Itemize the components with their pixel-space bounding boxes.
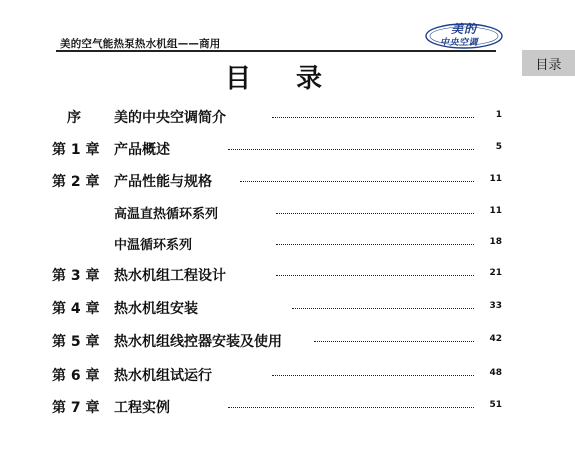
toc-entry-title: 产品性能与规格: [114, 174, 212, 190]
toc-page: 48: [489, 368, 502, 378]
side-tab-toc[interactable]: 目录: [522, 50, 575, 76]
toc-chapter: 第 3 章: [52, 268, 100, 284]
toc-title-text: 目 录: [224, 64, 341, 94]
toc-entry-title: 美的中央空调简介: [114, 110, 226, 126]
toc-page: 33: [489, 301, 502, 311]
toc-chapter: 第 5 章: [52, 334, 100, 350]
toc-entry[interactable]: [0, 203, 575, 223]
toc-entry[interactable]: [0, 365, 575, 385]
toc-entry[interactable]: [0, 265, 575, 285]
toc-leader: [228, 407, 474, 408]
toc-leader: [272, 375, 474, 376]
toc-page: 1: [495, 110, 502, 120]
toc-entry[interactable]: [0, 234, 575, 254]
toc-page: 11: [489, 206, 502, 216]
toc-entry-title: 中温循环系列: [114, 238, 193, 253]
toc-entry-title: 产品概述: [114, 142, 170, 158]
toc-entry-title: 热水机组工程设计: [114, 268, 226, 284]
toc-leader: [314, 341, 474, 342]
toc-page: 11: [489, 174, 502, 184]
toc-page: 42: [489, 334, 502, 344]
toc-entry-title: 工程实例: [114, 400, 170, 416]
logo-line2: 中央空调: [440, 38, 479, 48]
toc-leader: [292, 308, 474, 309]
toc-entry[interactable]: [0, 397, 575, 417]
toc-entry-title: 热水机组试运行: [114, 368, 212, 384]
toc-page: 5: [495, 142, 502, 152]
toc-leader: [228, 149, 474, 150]
toc-page: 51: [489, 400, 502, 410]
toc-entry[interactable]: [0, 107, 575, 127]
header-title: 美的空气能热泵热水机组——商用: [60, 38, 221, 50]
toc-chapter: 第 2 章: [52, 174, 100, 190]
toc-entry-title: 高温直热循环系列: [114, 207, 219, 222]
toc-entry[interactable]: [0, 331, 575, 351]
toc-leader: [276, 275, 474, 276]
toc-chapter: 第 6 章: [52, 368, 100, 384]
toc-leader: [276, 244, 474, 245]
toc-page: 18: [489, 237, 502, 247]
toc-entry-title: 热水机组线控器安装及使用: [114, 334, 282, 350]
logo-line1: 美的: [451, 22, 478, 36]
toc-chapter: 第 7 章: [52, 400, 100, 416]
toc-entry[interactable]: [0, 139, 575, 159]
toc-entry[interactable]: [0, 298, 575, 318]
toc-leader: [276, 213, 474, 214]
toc-chapter: 第 1 章: [52, 142, 100, 158]
toc-entry-title: 热水机组安装: [114, 301, 198, 317]
toc-chapter: 第 4 章: [52, 301, 100, 317]
toc-chapter: 序: [67, 110, 81, 126]
toc-leader: [240, 181, 474, 182]
toc-leader: [272, 117, 474, 118]
toc-entry[interactable]: [0, 171, 575, 191]
toc-page: 21: [489, 268, 502, 278]
toc-title: [0, 58, 575, 95]
